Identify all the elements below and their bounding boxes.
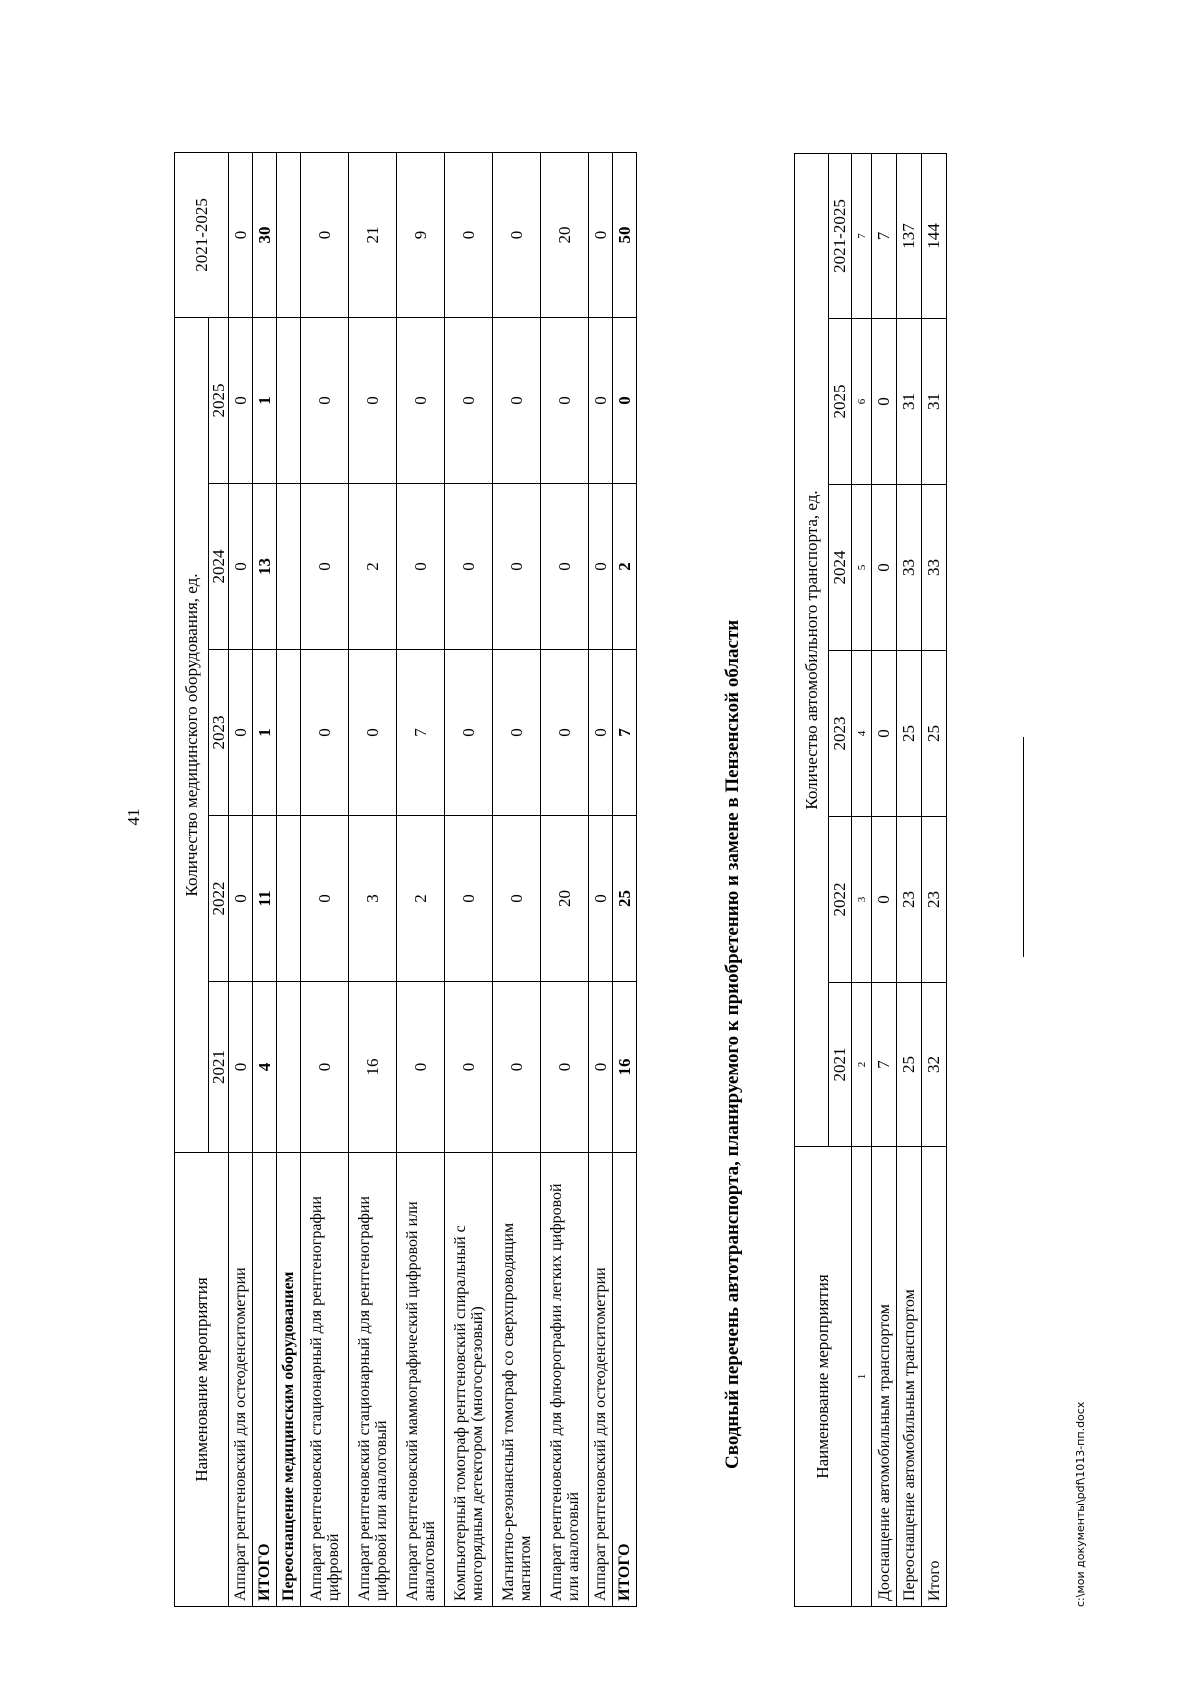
- row-value: 3: [349, 816, 397, 982]
- header-year: 2022: [829, 817, 852, 983]
- row-value: 23: [897, 817, 922, 983]
- row-name: Переоснащение автомобильным транспортом: [897, 1147, 922, 1607]
- row-value: 0: [445, 816, 493, 982]
- row-value: 2: [397, 816, 445, 982]
- row-value: 0: [872, 319, 897, 485]
- row-value: 0: [397, 484, 445, 650]
- row-name: Аппарат рентгеновский стационарный для рентгенографии цифровой или аналоговый: [349, 1153, 397, 1607]
- row-value: 13: [253, 484, 277, 650]
- header-total: 2021-2025: [175, 152, 229, 317]
- row-name: ИТОГО: [613, 1153, 637, 1607]
- row-value: 30: [253, 152, 277, 317]
- row-value: 0: [229, 317, 253, 483]
- row-name: Аппарат рентгеновский для флюорографии легких цифровой или аналоговый: [541, 1153, 589, 1607]
- row-value: 20: [541, 152, 589, 317]
- table-row: [541, 152, 589, 1606]
- row-value: 25: [922, 651, 947, 817]
- table-row: [349, 152, 397, 1606]
- row-value: 0: [493, 650, 541, 816]
- row-value: 25: [897, 983, 922, 1147]
- table-row: [922, 154, 947, 1607]
- row-value: 11: [253, 816, 277, 982]
- row-value: 7: [872, 983, 897, 1147]
- row-value: 2: [613, 484, 637, 650]
- table-row: [397, 152, 445, 1606]
- row-value: [277, 317, 301, 483]
- row-value: 0: [301, 484, 349, 650]
- row-value: 0: [445, 650, 493, 816]
- row-value: [277, 816, 301, 982]
- column-number: 7: [852, 154, 872, 319]
- file-path-footer: c:\мои документы\pdf\1013-пп.docx: [1074, 1401, 1087, 1607]
- row-value: 21: [349, 152, 397, 317]
- row-value: 23: [922, 817, 947, 983]
- row-value: 0: [541, 317, 589, 483]
- row-value: 137: [897, 154, 922, 319]
- header-year: 2022: [209, 816, 229, 982]
- row-value: 0: [229, 152, 253, 317]
- row-value: [277, 982, 301, 1153]
- column-number: 2: [852, 983, 872, 1147]
- row-value: 9: [397, 152, 445, 317]
- row-value: 0: [445, 484, 493, 650]
- column-number: 6: [852, 319, 872, 485]
- row-value: 0: [613, 317, 637, 483]
- row-name: Дооснащение автомобильным транспортом: [872, 1147, 897, 1607]
- row-value: 0: [301, 152, 349, 317]
- row-value: 0: [589, 317, 613, 483]
- row-value: 31: [897, 319, 922, 485]
- table-row: [872, 154, 897, 1607]
- table-row: [493, 152, 541, 1606]
- row-value: 0: [589, 982, 613, 1153]
- table-row: [589, 152, 613, 1606]
- table-row: [277, 152, 301, 1606]
- header-year: 2025: [829, 319, 852, 485]
- row-name: Итого: [922, 1147, 947, 1607]
- row-value: 0: [301, 650, 349, 816]
- row-value: 1: [253, 650, 277, 816]
- row-value: 32: [922, 983, 947, 1147]
- table-row: [613, 152, 637, 1606]
- header-year: 2023: [829, 651, 852, 817]
- row-value: 16: [613, 982, 637, 1153]
- equipment-table: [174, 152, 637, 1607]
- header-year: 2023: [209, 650, 229, 816]
- row-value: 0: [301, 317, 349, 483]
- table-row: [253, 152, 277, 1606]
- row-value: 0: [349, 650, 397, 816]
- column-number: 1: [852, 1147, 872, 1607]
- table-row: [229, 152, 253, 1606]
- row-value: 2: [349, 484, 397, 650]
- row-value: 33: [922, 485, 947, 651]
- row-value: 0: [872, 485, 897, 651]
- row-value: 0: [589, 152, 613, 317]
- row-value: 0: [445, 317, 493, 483]
- row-value: 0: [397, 317, 445, 483]
- column-number: 4: [852, 651, 872, 817]
- table-row: [445, 152, 493, 1606]
- table-row: [301, 152, 349, 1606]
- transport-table: [794, 153, 947, 1607]
- row-value: 0: [589, 650, 613, 816]
- column-number: 5: [852, 485, 872, 651]
- row-value: 144: [922, 154, 947, 319]
- row-name: Компьютерный томограф рентгеновский спиральный с многорядным детектором (многосрезовый): [445, 1153, 493, 1607]
- row-value: 4: [253, 982, 277, 1153]
- row-value: 0: [589, 484, 613, 650]
- table-row: [897, 154, 922, 1607]
- row-value: 7: [397, 650, 445, 816]
- row-value: 0: [541, 650, 589, 816]
- row-name: Переоснащение медицинским оборудованием: [277, 1153, 301, 1607]
- row-value: 0: [541, 982, 589, 1153]
- row-value: [277, 650, 301, 816]
- row-value: 0: [349, 317, 397, 483]
- separator-line: [1023, 737, 1024, 957]
- row-name: Аппарат рентгеновский стационарный для рентгенографии цифровой: [301, 1153, 349, 1607]
- row-name: ИТОГО: [253, 1153, 277, 1607]
- row-value: 7: [613, 650, 637, 816]
- header-name: Наименование мероприятия: [175, 1153, 229, 1607]
- header-total: 2021-2025: [829, 154, 852, 319]
- row-value: 0: [445, 152, 493, 317]
- row-value: 0: [493, 152, 541, 317]
- row-value: 33: [897, 485, 922, 651]
- row-value: 25: [897, 651, 922, 817]
- row-name: Аппарат рентгеновский для остеоденситометрии: [589, 1153, 613, 1607]
- row-value: 0: [493, 816, 541, 982]
- row-value: 0: [872, 651, 897, 817]
- row-value: 25: [613, 816, 637, 982]
- row-value: 7: [872, 154, 897, 319]
- row-value: [277, 152, 301, 317]
- page-number: 41: [124, 808, 143, 826]
- row-value: [277, 484, 301, 650]
- header-year: 2024: [829, 485, 852, 651]
- row-value: 0: [493, 317, 541, 483]
- row-value: 0: [229, 982, 253, 1153]
- header-year: 2021: [209, 982, 229, 1153]
- header-group: Количество медицинского оборудования, ед.: [175, 317, 209, 1152]
- row-value: 0: [541, 484, 589, 650]
- row-name: Аппарат рентгеновский для остеоденситометрии: [229, 1153, 253, 1607]
- row-name: Аппарат рентгеновский маммографический цифровой или аналоговый: [397, 1153, 445, 1607]
- row-value: 0: [229, 484, 253, 650]
- row-value: 0: [229, 816, 253, 982]
- row-value: 0: [301, 982, 349, 1153]
- row-value: 0: [229, 650, 253, 816]
- row-value: 20: [541, 816, 589, 982]
- row-value: 0: [493, 982, 541, 1153]
- row-value: 0: [445, 982, 493, 1153]
- row-value: 0: [301, 816, 349, 982]
- row-value: 0: [872, 817, 897, 983]
- row-value: 0: [397, 982, 445, 1153]
- row-value: 0: [589, 816, 613, 982]
- column-number: 3: [852, 817, 872, 983]
- header-group: Количество автомобильного транспорта, ед.: [795, 154, 829, 1147]
- row-name: Магнитно-резонансный томограф со сверхпроводящим магнитом: [493, 1153, 541, 1607]
- section-title: Сводный перечень автотранспорта, планируемого к приобретению и замене в Пензенской области: [722, 619, 743, 1469]
- row-value: 0: [493, 484, 541, 650]
- row-value: 16: [349, 982, 397, 1153]
- row-value: 1: [253, 317, 277, 483]
- header-year: 2025: [209, 317, 229, 483]
- row-value: 50: [613, 152, 637, 317]
- header-year: 2024: [209, 484, 229, 650]
- header-year: 2021: [829, 983, 852, 1147]
- header-name: Наименование мероприятия: [795, 1147, 852, 1607]
- row-value: 31: [922, 319, 947, 485]
